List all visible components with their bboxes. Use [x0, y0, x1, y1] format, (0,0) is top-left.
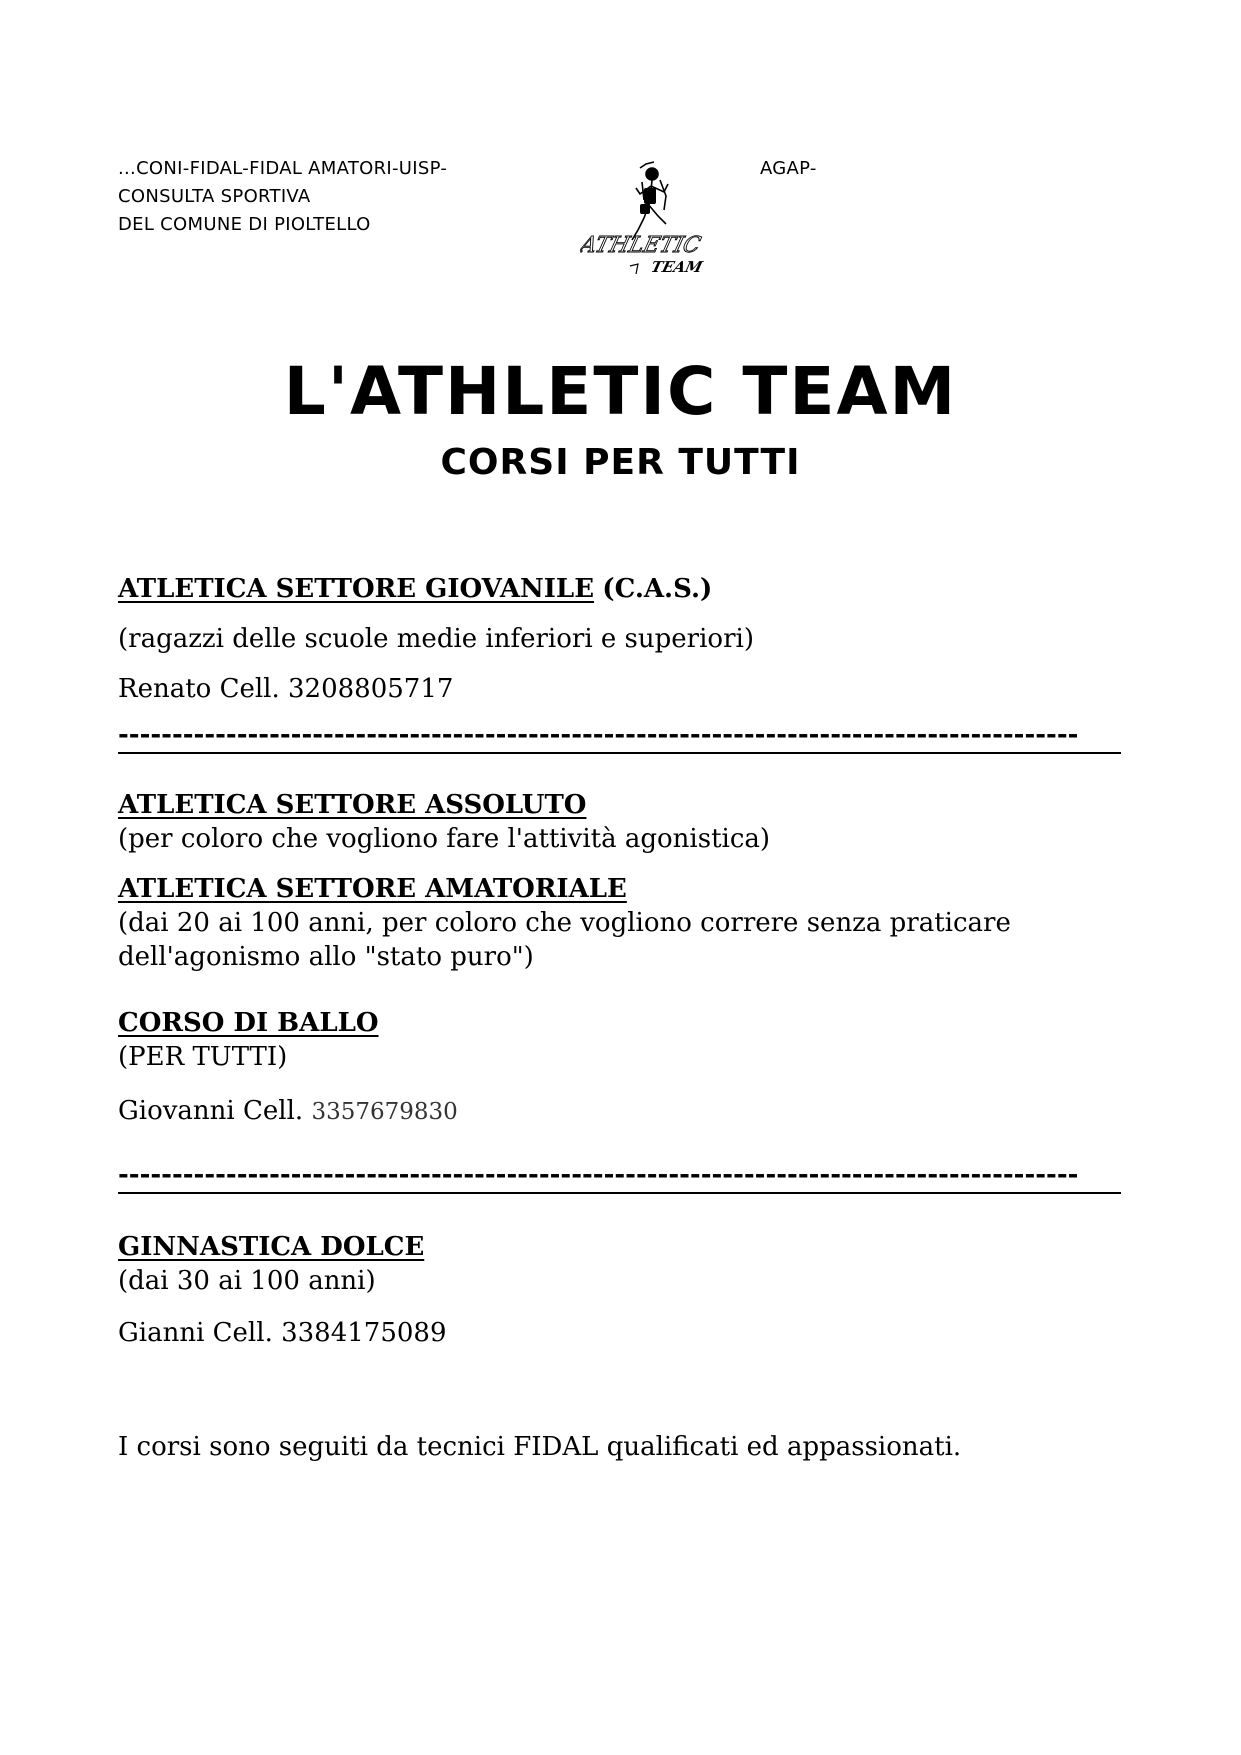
separator-2	[118, 1160, 1121, 1194]
org-line-3: DEL COMUNE DI PIOLTELLO	[118, 214, 371, 235]
logo-text-bottom: TEAM	[649, 258, 705, 276]
section-ballo-contact-number: 3357679830	[311, 1099, 458, 1125]
separator-line	[118, 752, 1121, 754]
section-ginnastica-contact: Gianni Cell. 3384175089	[118, 1318, 447, 1348]
separator-line	[118, 1192, 1121, 1194]
section-giovanile-contact: Renato Cell. 3208805717	[118, 674, 454, 704]
section-giovanile-heading	[118, 574, 712, 604]
section-ballo-title: CORSO DI BALLO	[118, 1008, 379, 1038]
athletic-team-logo	[580, 160, 730, 290]
section-assoluto-desc: (per coloro che vogliono fare l'attività agonistica)	[118, 824, 771, 854]
section-amatoriale-desc-2: dell'agonismo allo "stato puro")	[118, 942, 534, 972]
section-ginnastica-desc: (dai 30 ai 100 anni)	[118, 1266, 376, 1296]
section-ballo-desc: (PER TUTTI)	[118, 1042, 288, 1072]
logo-text-top: ATHLETIC	[580, 232, 704, 258]
page-subtitle: CORSI PER TUTTI	[440, 442, 801, 483]
org-line-2: CONSULTA SPORTIVA	[118, 186, 311, 207]
section-amatoriale-title: ATLETICA SETTORE AMATORIALE	[118, 874, 627, 904]
page-title: L'ATHLETIC TEAM	[283, 353, 958, 430]
section-giovanile-title: ATLETICA SETTORE GIOVANILE	[118, 574, 595, 604]
footer-note: I corsi sono seguiti da tecnici FIDAL qualificati ed appassionati.	[118, 1432, 962, 1462]
section-ballo-contact-name: Giovanni Cell.	[118, 1096, 304, 1126]
section-ginnastica-title: GINNASTICA DOLCE	[118, 1232, 425, 1262]
org-line-1: ...CONI-FIDAL-FIDAL AMATORI-UISP-	[118, 158, 448, 179]
section-giovanile-desc: (ragazzi delle scuole medie inferiori e superiori)	[118, 624, 754, 654]
section-assoluto-title: ATLETICA SETTORE ASSOLUTO	[118, 790, 587, 820]
org-right: AGAP-	[760, 158, 817, 179]
section-giovanile-suffix: (C.A.S.)	[602, 574, 713, 604]
runner-icon	[580, 160, 730, 290]
separator-dashes: -----------------------------------------------------------------------------------------	[118, 1160, 1079, 1190]
section-amatoriale-desc-1: (dai 20 ai 100 anni, per coloro che vogliono correre senza praticare	[118, 908, 1011, 938]
separator-dashes: -----------------------------------------------------------------------------------------	[118, 720, 1079, 750]
separator-1	[118, 720, 1121, 754]
section-ballo-contact	[118, 1096, 458, 1126]
